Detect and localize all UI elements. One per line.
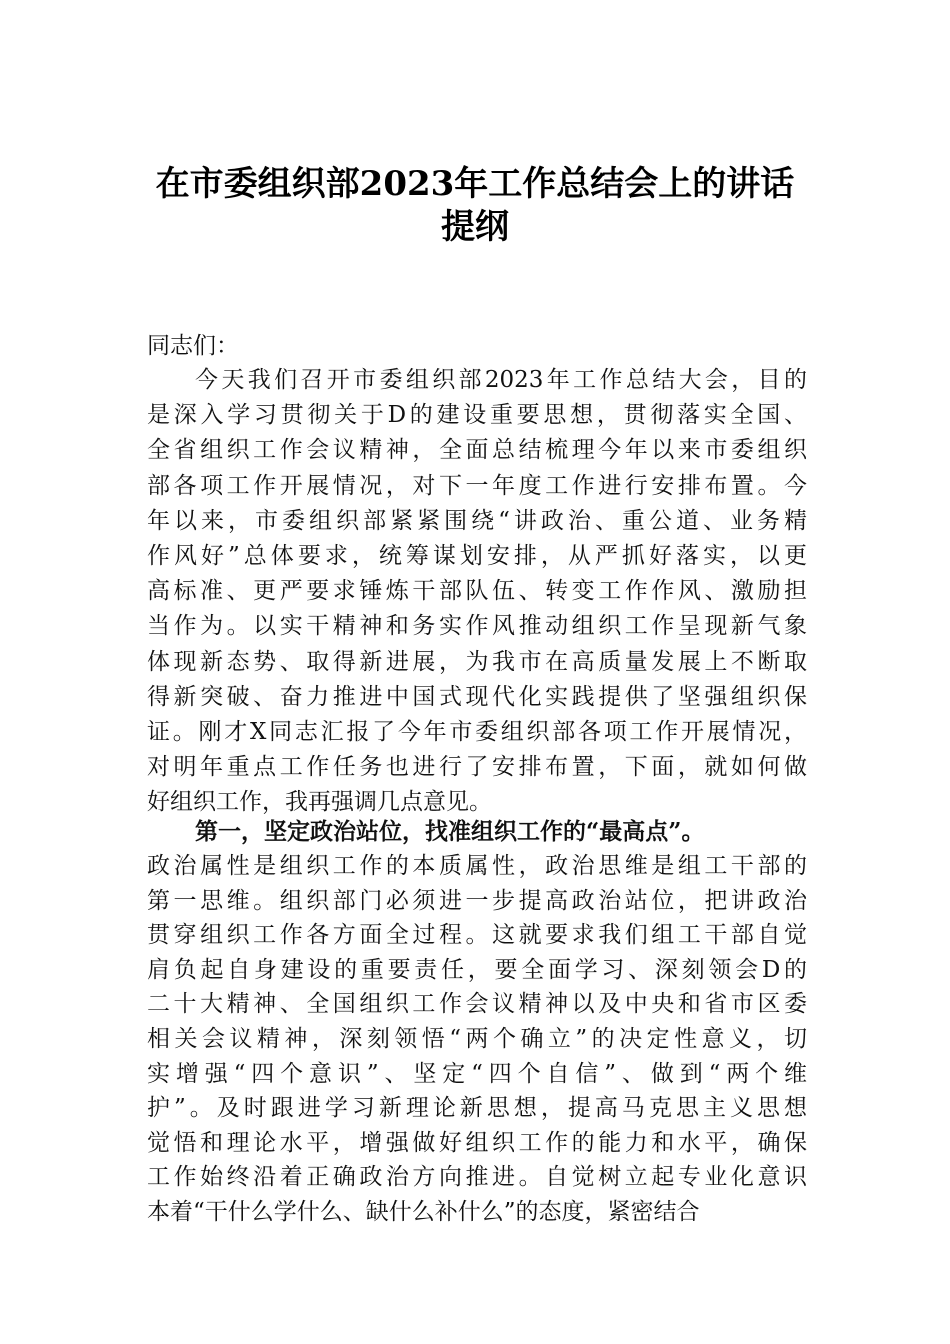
salutation: 同志们： bbox=[147, 333, 239, 359]
document-title-line-1: 在市委组织部2023年工作总结会上的讲话 bbox=[155, 164, 795, 204]
section-1-line: 第一思维。组织部门必须进一步提高政治站位，把讲政治 bbox=[147, 887, 807, 914]
section-1-line: 相关会议精神，深刻领悟“两个确立”的决定性意义，切 bbox=[147, 1026, 807, 1052]
paragraph-1-line: 年以来，市委组织部紧紧围绕“讲政治、重公道、业务精 bbox=[147, 507, 807, 534]
section-1-line: 护”。及时跟进学习新理论新思想，提高马克思主义思想 bbox=[147, 1095, 807, 1122]
paragraph-1-line: 好组织工作，我再强调几点意见。 bbox=[147, 789, 492, 816]
section-1-line: 实增强“四个意识”、坚定“四个自信”、做到“两个维 bbox=[147, 1060, 807, 1087]
paragraph-1-line: 全省组织工作会议精神，全面总结梳理今年以来市委组织 bbox=[147, 437, 807, 464]
section-1-heading: 第一，坚定政治站位，找准组织工作的“最高点”。 bbox=[195, 818, 705, 845]
paragraph-1-line: 高标准、更严要求锤炼干部队伍、转变工作作风、激励担 bbox=[147, 578, 807, 605]
document-title-line-2: 提纲 bbox=[441, 207, 509, 247]
section-1-line: 觉悟和理论水平，增强做好组织工作的能力和水平，确保 bbox=[147, 1129, 807, 1156]
paragraph-1-line: 对明年重点工作任务也进行了安排布置，下面，就如何做 bbox=[147, 754, 807, 781]
paragraph-1-line: 作风好”总体要求，统筹谋划安排，从严抓好落实，以更 bbox=[147, 543, 807, 569]
section-1-line: 肩负起自身建设的重要责任，要全面学习、深刻领会D的 bbox=[147, 956, 807, 983]
section-1-line: 本着“干什么学什么、缺什么补什么”的态度，紧密结合 bbox=[147, 1199, 700, 1225]
paragraph-1-line: 当作为。以实干精神和务实作风推动组织工作呈现新气象 bbox=[147, 613, 807, 640]
section-1-line: 贯穿组织工作各方面全过程。这就要求我们组工干部自觉 bbox=[147, 922, 807, 949]
paragraph-1-line: 部各项工作开展情况，对下一年度工作进行安排布置。今 bbox=[147, 472, 807, 499]
section-1-line: 政治属性是组织工作的本质属性，政治思维是组工干部的 bbox=[147, 853, 807, 879]
paragraph-1-line: 体现新态势、取得新进展，为我市在高质量发展上不断取 bbox=[147, 648, 807, 675]
section-1-line: 工作始终沿着正确政治方向推进。自觉树立起专业化意识 bbox=[147, 1164, 807, 1191]
paragraph-1-line: 证。刚才X同志汇报了今年市委组织部各项工作开展情况， bbox=[147, 719, 807, 745]
paragraph-1-line: 今天我们召开市委组织部2023年工作总结大会，目的 bbox=[195, 367, 807, 393]
section-1-line: 二十大精神、全国组织工作会议精神以及中央和省市区委 bbox=[147, 991, 807, 1018]
paragraph-1-line: 得新突破、奋力推进中国式现代化实践提供了坚强组织保 bbox=[147, 683, 807, 710]
paragraph-1-line: 是深入学习贯彻关于D的建设重要思想，贯彻落实全国、 bbox=[147, 402, 807, 429]
